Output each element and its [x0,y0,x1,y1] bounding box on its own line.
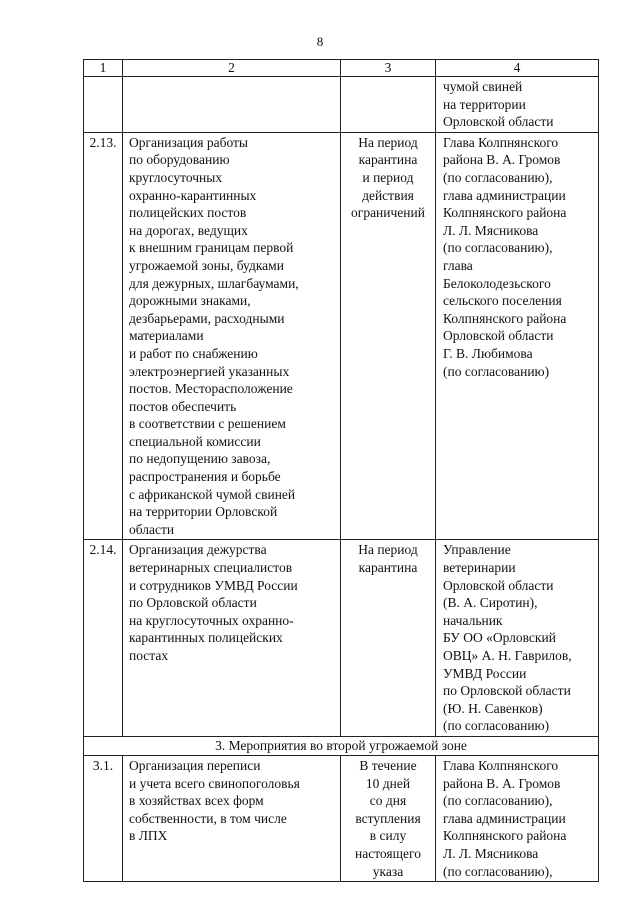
text-line: ветеринарных специалистов [129,560,293,576]
text-line: с африканской чумой свиней [129,486,296,502]
text-line: охранно-карантинных [129,187,257,203]
text-line: на территории Орловской [129,504,278,520]
text-line: Г. В. Любимова [443,345,533,361]
text-line: и сотрудников УМВД России [129,577,298,593]
text-line: Организация дежурства [129,542,267,558]
text-line: Колпнянского района [443,828,567,844]
text-line: карантина [358,152,418,168]
text-line: и работ по снабжению [129,345,258,361]
text-line: электроэнергией указанных [129,363,290,379]
text-line: дезбарьерами, расходными [129,310,285,326]
table-row-2-13 [84,132,599,540]
text-line: распространения и борьбе [129,469,281,485]
text-line: (Ю. Н. Савенков) [443,700,543,716]
text-line: полицейских постов [129,205,247,221]
text-line: чумой свиней [443,79,523,94]
row-number: 3.1. [84,755,123,881]
text-line: дорожными знаками, [129,293,251,309]
table-row-2-14 [84,540,599,737]
text-line: района В. А. Громов [443,775,561,791]
measure-responsible [436,132,599,540]
text-line: вступления [355,810,421,826]
text-line: на дорогах, ведущих [129,222,248,238]
text-line: (по согласованию), [443,863,553,879]
header-cell-2: 2 [123,60,341,77]
text-line: района В. А. Громов [443,152,561,168]
row-number: 2.13. [84,132,123,540]
header-cell-3: 3 [341,60,436,77]
text-line: на круглосуточных охранно- [129,612,294,628]
header-cell-4: 4 [436,60,599,77]
text-line: настоящего [355,845,421,861]
text-line: действия [362,187,414,203]
text-line: для дежурных, шлагбаумами, [129,275,299,291]
text-line: карантина [358,560,418,576]
table-row-3-1 [84,755,599,881]
text-line: ОВЦ» А. Н. Гаврилов, [443,648,572,663]
text-line: собственности, в том числе [129,810,287,826]
text-line: указа [372,863,404,879]
text-line: по Орловской области [443,683,571,699]
text-line: сельского поселения [443,293,562,309]
text-line: Орловской области [443,328,554,344]
text-line: карантинных полицейских [129,630,283,646]
text-line: Глава Колпнянского [443,134,559,150]
text-line: в хозяйствах всех форм [129,793,264,809]
text-line: по Орловской области [129,595,257,611]
text-line: постов обеспечить [129,398,237,414]
text-line: в силу [369,828,407,844]
text-line: глава администрации [443,810,566,826]
text-line: Л. Л. Мясникова [443,222,539,238]
text-line: (по согласованию) [443,718,550,734]
text-line: по оборудованию [129,152,230,168]
text-line: на территории [443,96,526,112]
measure-deadline [341,755,436,881]
text-line: Белоколодезьского [443,275,551,291]
text-line: области [129,521,175,537]
text-line: ветеринарии [443,560,516,576]
measure-description [123,132,341,540]
text-line: На период [358,542,418,558]
text-line: Колпнянского района [443,310,567,326]
continuation-row [84,77,599,133]
text-line: УМВД России [443,665,527,681]
text-line: (по согласованию) [443,363,550,379]
text-line: Орловской области [443,577,554,593]
text-line: Колпнянского района [443,205,567,221]
header-row [84,60,599,77]
measure-deadline [341,540,436,737]
text-line: со дня [369,793,407,809]
text-line: На период [358,134,418,150]
text-line: (по согласованию), [443,793,553,809]
text-line: Орловской области [443,114,554,130]
text-line: начальник [443,612,503,628]
text-line: Управление [443,542,511,558]
measures-table [83,59,599,882]
text-line: (В. А. Сиротин), [443,595,538,611]
row-number: 2.14. [84,540,123,737]
text-line: БУ ОО «Орловский [443,630,556,646]
text-line: глава администрации [443,187,566,203]
text-line: глава [443,257,473,273]
continuation-responsible [436,77,599,133]
section-row [84,736,599,755]
measure-deadline [341,132,436,540]
text-line: круглосуточных [129,169,223,185]
text-line: к внешним границам первой [129,240,294,256]
text-line: ограничений [351,205,425,221]
measure-description [123,540,341,737]
text-line: в соответствии с решением [129,416,286,432]
measure-responsible [436,755,599,881]
text-line: Организация работы [129,134,248,150]
text-line: угрожаемой зоны, будками [129,257,284,273]
text-line: постов. Месторасположение [129,381,293,397]
text-line: (по согласованию), [443,169,553,185]
text-line: В течение [359,757,417,773]
text-line: по недопущению завоза, [129,451,271,467]
measure-description [123,755,341,881]
text-line: специальной комиссии [129,433,261,449]
text-line: и учета всего свинопоголовья [129,775,300,791]
section-title: 3. Мероприятия во второй угрожаемой зоне [84,736,599,755]
measure-responsible [436,540,599,737]
text-line: 10 дней [365,775,411,791]
text-line: в ЛПХ [129,828,168,844]
text-line: материалами [129,328,204,344]
text-line: Глава Колпнянского [443,757,559,773]
page-number: 8 [316,34,324,49]
text-line: Л. Л. Мясникова [443,845,539,861]
text-line: Организация переписи [129,757,261,773]
header-cell-1: 1 [84,60,123,77]
text-line: и период [362,169,414,185]
text-line: (по согласованию), [443,240,553,256]
text-line: постах [129,648,169,663]
